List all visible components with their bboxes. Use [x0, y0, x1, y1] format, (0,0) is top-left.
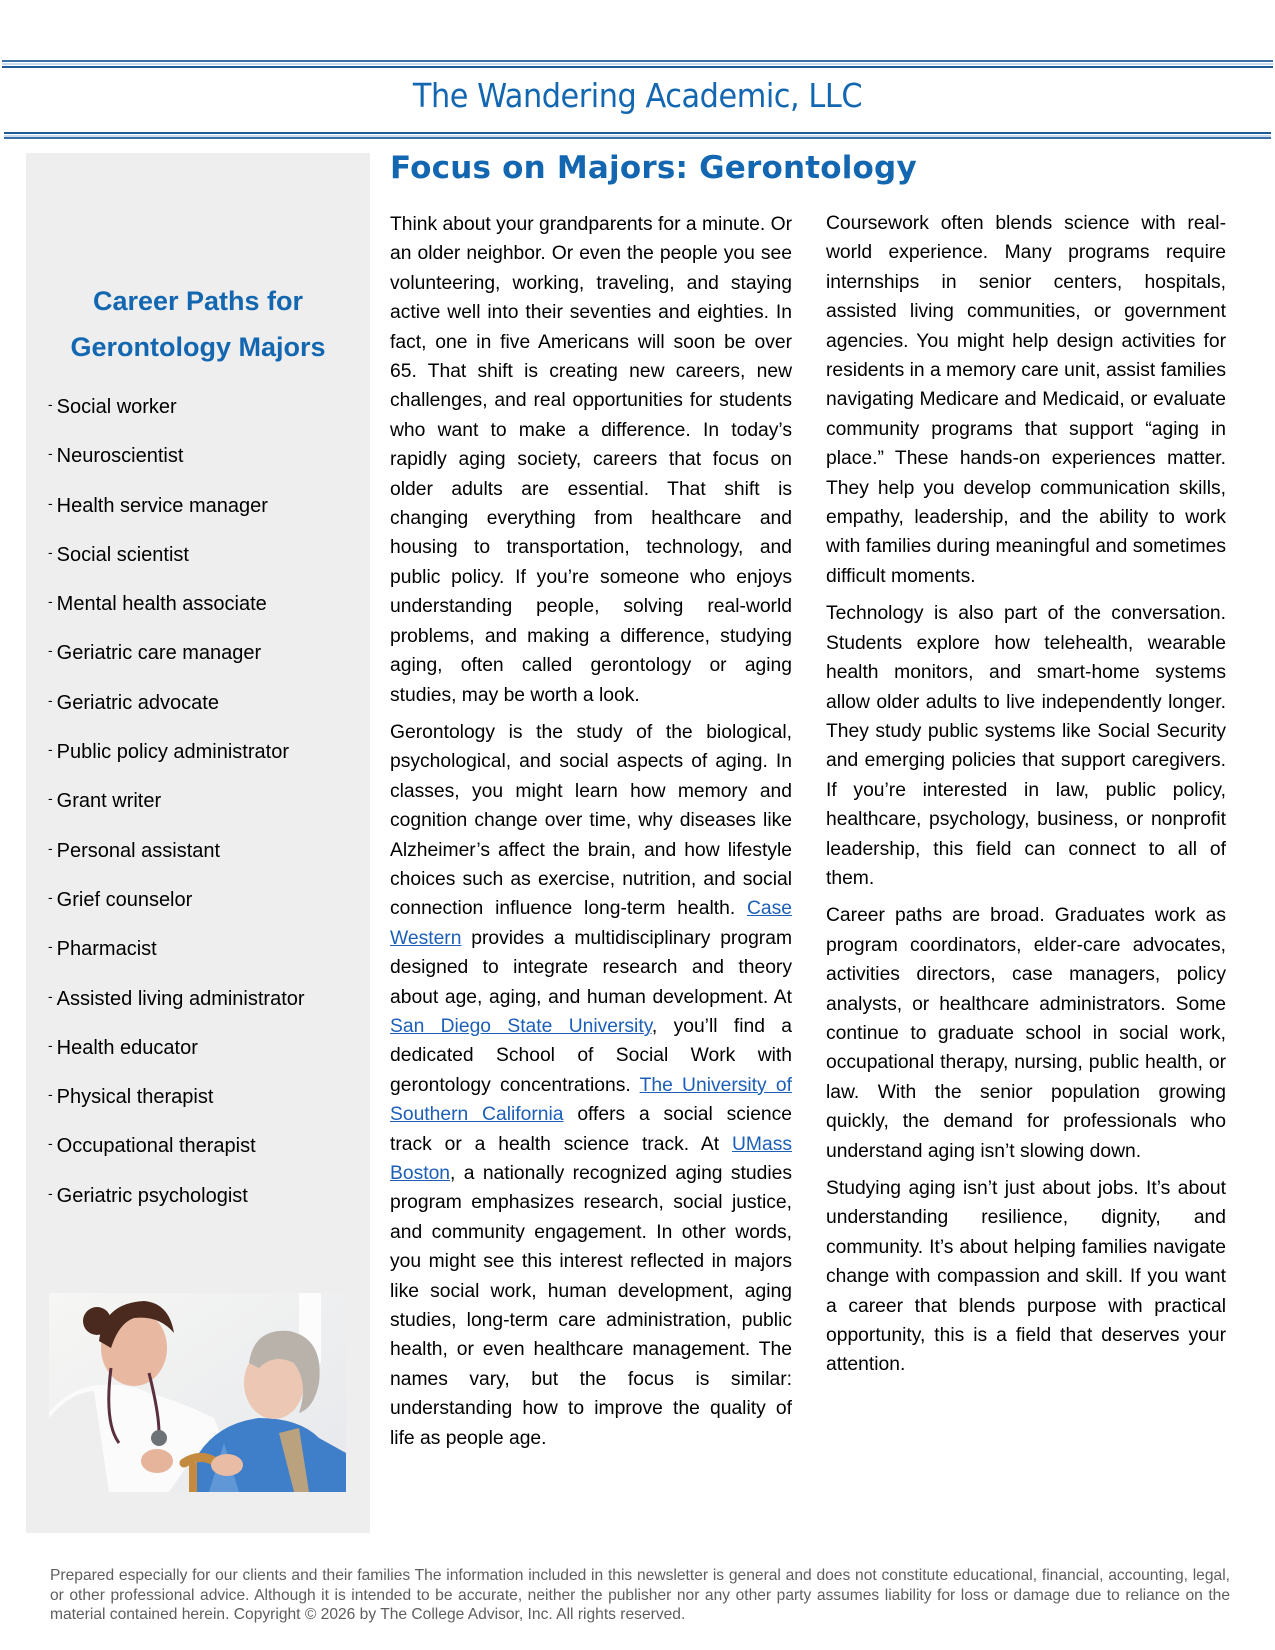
- dash-bullet-icon: -: [48, 741, 53, 758]
- dash-bullet-icon: -: [48, 839, 53, 856]
- dash-bullet-icon: -: [48, 1135, 53, 1152]
- article-paragraph: Technology is also part of the conversation. Students explore how telehealth, wearable health monitors, and smart-home systems allow older adults to live independently longer. They study public systems like Social Security and emerging policies that support caregivers. If you’re interested in law, public policy, healthcare, psychology, business, or nonprofit leadership, this field can connect to all of them.: [826, 603, 1226, 889]
- header-bottom-rule: [4, 131, 1271, 139]
- header-top-rule: [2, 60, 1273, 68]
- career-label: Occupational therapist: [56, 1135, 256, 1158]
- career-label: Grant writer: [56, 790, 162, 813]
- career-label: Grief counselor: [56, 888, 193, 911]
- career-label: Social worker: [56, 396, 177, 418]
- list-item: [48, 641, 305, 690]
- paragraph-text: Gerontology is the study of the biological, psychological, and social aspects of aging. In classes, you might learn how memory and cognition change over time, why diseases like Alzheimer’s affect the brain, and how lifestyle choices such as exercise, nutrition, and social connection influence long-term health.: [390, 721, 792, 920]
- career-label: Social scientist: [56, 543, 189, 566]
- nurse-and-elderly-woman-photo: [49, 1293, 346, 1492]
- article-column-right: [826, 209, 1226, 1388]
- paragraph-text: offers a social science track or a health science track. At: [390, 1104, 792, 1155]
- list-item: [48, 494, 305, 543]
- paragraph-text: provides a multidisciplinary program designed to integrate research and theory about age, aging, and human development. At: [390, 927, 792, 1008]
- career-label: Assisted living administrator: [56, 987, 305, 1010]
- dash-bullet-icon: -: [48, 790, 53, 807]
- list-item: [48, 444, 305, 493]
- career-label: Mental health associate: [56, 593, 267, 616]
- dash-bullet-icon: -: [48, 445, 53, 462]
- career-label: Health educator: [56, 1036, 198, 1059]
- dash-bullet-icon: -: [48, 987, 53, 1004]
- career-label: Geriatric care manager: [56, 642, 262, 665]
- career-label: Personal assistant: [56, 839, 221, 862]
- list-item: [48, 740, 305, 789]
- sidebar-title: [26, 278, 370, 370]
- dash-bullet-icon: -: [48, 494, 53, 511]
- dash-bullet-icon: -: [48, 938, 53, 955]
- list-item: [48, 1184, 305, 1233]
- dash-bullet-icon: -: [48, 1036, 53, 1053]
- article-column-middle: [390, 210, 792, 1461]
- list-item: [48, 987, 305, 1036]
- career-label: Geriatric advocate: [56, 691, 219, 714]
- masthead-title: The Wandering Academic, LLC: [412, 76, 863, 115]
- university-of-southern-california-link[interactable]: The University of Southern California: [390, 1074, 792, 1126]
- list-item: [48, 1134, 305, 1183]
- list-item: [48, 888, 305, 937]
- list-item: [48, 937, 305, 986]
- dash-bullet-icon: -: [48, 1184, 53, 1201]
- footer-disclaimer: Prepared especially for our clients and their families The information included in this newsletter is general and does not constitute educational, financial, accounting, legal, or other professional advice. Although it is intended to be accurate, neither the publisher nor any other party assumes liability for loss or damage due to reliance on the material contained herein. Copyright © 2026 by The College Advisor, Inc. All rights reserved.: [50, 1567, 1230, 1623]
- case-western-link[interactable]: Case Western: [390, 898, 792, 949]
- career-label: Physical therapist: [56, 1086, 214, 1109]
- list-item: [48, 789, 305, 838]
- career-label: Pharmacist: [56, 938, 157, 961]
- article-paragraph: Career paths are broad. Graduates work as program coordinators, elder-care advocates, activities directors, case managers, policy analysts, or healthcare administrators. Some continue to graduate school in social work, occupational therapy, nursing, public health, or law. With the senior population growing quickly, the demand for professionals who understand aging isn’t slowing down.: [826, 905, 1226, 1162]
- article-paragraph: Studying aging isn’t just about jobs. It’s about understanding resilience, dignity, and community. It’s about helping families navigate change with compassion and skill. If you want a career that blends purpose with practical opportunity, this is a field that deserves your attention.: [826, 1178, 1226, 1376]
- sidebar-title-line1: Career Paths for: [92, 286, 304, 316]
- list-item: [48, 691, 305, 740]
- list-item: [48, 395, 305, 444]
- list-item: [48, 1085, 305, 1134]
- career-label: Neuroscientist: [56, 445, 184, 468]
- article-paragraph: Think about your grandparents for a minute. Or an older neighbor. Or even the people you see volunteering, working, traveling, and staying active well into their seventies and eighties. In fact, one in five Americans will soon be over 65. That shift is creating new careers, new challenges, and real opportunities for students who want to make a difference. In today’s rapidly aging society, careers that focus on older adults are essential. That shift is changing everything from healthcare and housing to transportation, technology, and public policy. If you’re someone who enjoys understanding people, solving real-world problems, and making a difference, studying aging, often called gerontology or aging studies, may be worth a look.: [390, 214, 792, 706]
- career-paths-sidebar: [26, 153, 370, 1533]
- article-title: Focus on Majors: Gerontology: [390, 150, 917, 186]
- san-diego-state-university-link[interactable]: San Diego State University: [390, 1015, 652, 1037]
- umass-boston-link[interactable]: UMass Boston: [390, 1133, 792, 1184]
- list-item: [48, 592, 305, 641]
- career-list: [48, 395, 305, 1233]
- dash-bullet-icon: -: [48, 396, 53, 412]
- career-label: Geriatric psychologist: [56, 1184, 248, 1207]
- dash-bullet-icon: -: [48, 691, 53, 708]
- sidebar-title-line2: Gerontology Majors: [70, 332, 326, 362]
- dash-bullet-icon: -: [48, 642, 53, 659]
- dash-bullet-icon: -: [48, 1086, 53, 1103]
- photo-illustration: [49, 1293, 346, 1492]
- article-paragraph: [390, 718, 792, 1453]
- career-label: Public policy administrator: [56, 741, 289, 764]
- list-item: [48, 1036, 305, 1085]
- article-paragraph: Coursework often blends science with real-world experience. Many programs require internships in senior centers, hospitals, assisted living communities, or government agencies. You might help design activities for residents in a memory care unit, assist families navigating Medicare and Medicaid, or evaluate community programs that support “aging in place.” These hands-on experiences matter. They help you develop communication skills, empathy, leadership, and the ability to work with families during meaningful and sometimes difficult moments.: [826, 213, 1226, 587]
- dash-bullet-icon: -: [48, 888, 53, 905]
- dash-bullet-icon: -: [48, 543, 53, 560]
- list-item: [48, 543, 305, 592]
- paragraph-text: , a nationally recognized aging studies program emphasizes research, social justice, and community engagement. In other words, you might see this interest reflected in majors like social work, human development, aging studies, long-term care administration, public health, or even healthcare management. The names vary, but the focus is similar: understanding how to improve the quality of life as people age.: [390, 1163, 792, 1449]
- list-item: [48, 839, 305, 888]
- dash-bullet-icon: -: [48, 593, 53, 610]
- paragraph-text: , you’ll find a dedicated School of Social Work with gerontology concentrations.: [390, 1015, 792, 1096]
- career-label: Health service manager: [56, 494, 268, 517]
